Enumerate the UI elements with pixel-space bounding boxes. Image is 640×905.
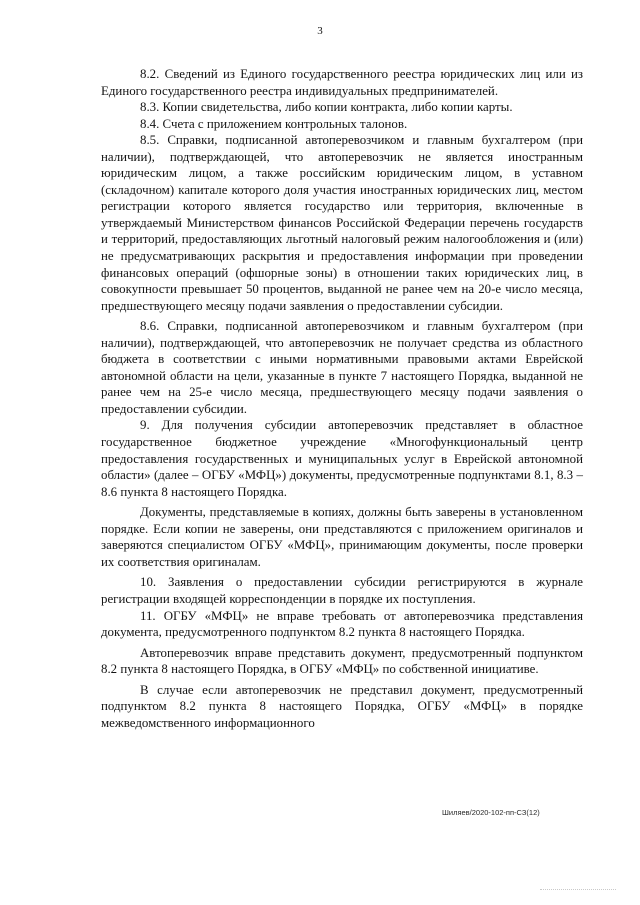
paragraph-9: 9. Для получения субсидии автоперевозчик представляет в областное государственное бюджетное учреждение «Многофункциональный центр предоставления государственных и муниципальных услуг в Еврейской автономной области» (далее – ОГБУ «МФЦ») документы, предусмотренные подпунктами 8.1, 8.3 – 8.6 пункта 8 настоящего Порядка. bbox=[101, 418, 583, 499]
paragraph-interagency-request: В случае если автоперевозчик не представил документ, предусмотренный подпунктом 8.2 пункта 8 настоящего Порядка, ОГБУ «МФЦ» в порядке межведомственного информационного bbox=[101, 682, 583, 730]
paragraph-8-5: 8.5. Справки, подписанной автоперевозчиком и главным бухгалтером (при наличии), подтверждающей, что автоперевозчик не является иностранным юридическим лицом, а также российским юридическим лицом, в уставном (складочном) капитале которого доля участия иностранных юридических лиц, местом регистрации которого является государство или территория, включенные в утверждаемый Министерством финансов Российской Федерации перечень государств и территорий, предоставляющих льготный налоговый режим налогообложения и (или) не предусматривающих раскрытия и предоставления информации при проведении финансовых операций (офшорные зоны) в отношении таких юридических лиц, в совокупности превышает 50 процентов, выданной не ранее чем на 20-е число месяца, предшествующего месяцу подачи заявления о предоставлении субсидии. bbox=[101, 133, 583, 313]
paragraph-documents-certification: Документы, представляемые в копиях, должны быть заверены в установленном порядке. Если копии не заверены, они представляются с приложением оригиналов и заверяются специалистом ОГБУ «МФЦ», принимающим документы, после проверки их соответствия оригиналам. bbox=[101, 505, 583, 569]
paragraph-8-2: 8.2. Сведений из Единого государственного реестра юридических лиц или из Единого государственного реестра индивидуальных предпринимателей. bbox=[101, 67, 583, 98]
document-footer-code: Шиляев/2020-102-пп-СЗ(12) bbox=[442, 808, 540, 817]
scan-artifact bbox=[540, 889, 616, 892]
paragraph-10: 10. Заявления о предоставлении субсидии регистрируются в журнале регистрации входящей корреспонденции в порядке их поступления. bbox=[101, 575, 583, 606]
paragraph-11: 11. ОГБУ «МФЦ» не вправе требовать от автоперевозчика представления документа, предусмотренного подпунктом 8.2 пункта 8 настоящего Порядка. bbox=[101, 608, 583, 640]
paragraph-8-4: 8.4. Счета с приложением контрольных талонов. bbox=[140, 116, 408, 131]
paragraph-8-6: 8.6. Справки, подписанной автоперевозчиком и главным бухгалтером (при наличии), подтверждающей, что автоперевозчик не получает средства из областного бюджета в соответствии с иными нормативными правовыми актами Еврейской автономной области на цели, указанные в пункте 7 настоящего Порядка, выданной не ранее чем на 25-е число месяца, предшествующего месяцу подачи заявления о предоставлении субсидии. bbox=[101, 319, 583, 416]
page-number: 3 bbox=[317, 25, 323, 37]
paragraph-own-initiative: Автоперевозчик вправе представить документ, предусмотренный подпунктом 8.2 пункта 8 настоящего Порядка, в ОГБУ «МФЦ» по собственной инициативе. bbox=[101, 645, 583, 677]
paragraph-8-3: 8.3. Копии свидетельства, либо копии контракта, либо копии карты. bbox=[140, 100, 513, 115]
document-body bbox=[101, 66, 583, 731]
